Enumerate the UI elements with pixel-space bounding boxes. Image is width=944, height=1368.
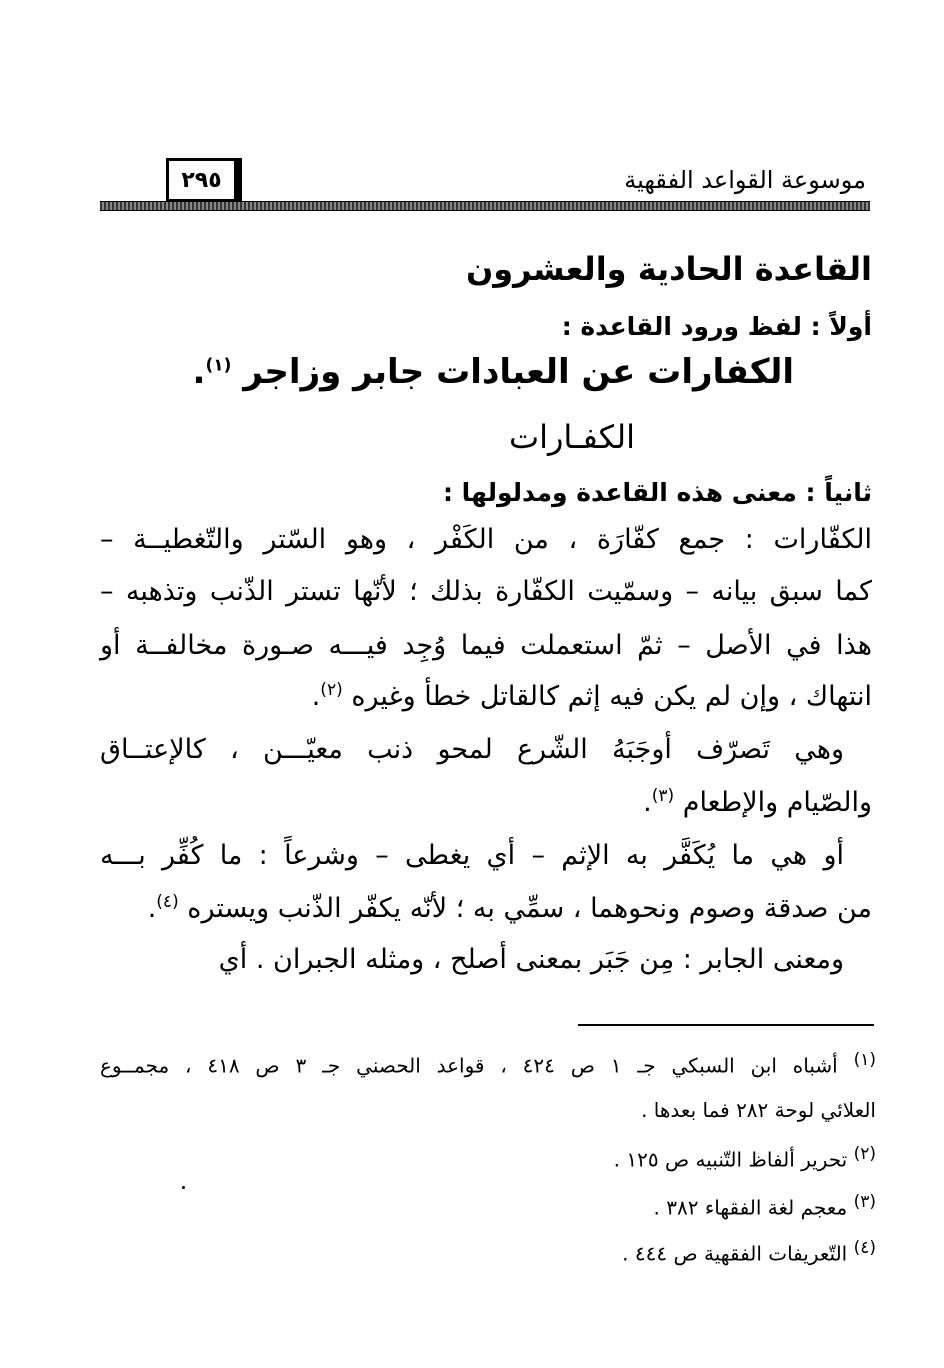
footnote-separator (578, 1024, 874, 1026)
header-rule (100, 201, 870, 211)
body-line-6-text: والصّيام والإطعام (682, 787, 872, 818)
rule-statement (193, 352, 794, 392)
scan-speck (182, 1186, 185, 1189)
body-line-5-text: وهي تَصرّف أوجَبَهُ الشّرع لمحو ذنب معيّـــن ، كالإعتــاق (100, 734, 844, 765)
body-line-9-text: ومعنى الجابر : مِن جَبَر بمعنى أصلح ، ومثله الجبران . أي (218, 944, 844, 975)
body-line-8-period: . (147, 893, 157, 924)
footnote-ref-3: (٣) (651, 786, 675, 806)
body-line-6-period: . (643, 787, 652, 818)
footnote-2-text: تحرير ألفاظ التّنبيه ص ١٢٥ . (613, 1147, 848, 1172)
section-two-title: ثانياً : معنى هذه القاعدة ومدلولها : (442, 478, 872, 507)
body-line-6 (643, 786, 872, 818)
footnote-ref-2: (٢) (320, 680, 343, 700)
body-line-8 (148, 892, 872, 924)
rule-statement-end: . (192, 352, 206, 392)
rule-statement-text: الكفارات عن العبادات جابر وزاجر (243, 352, 794, 392)
footnote-1-text: أشباه ابن السبكي جـ ١ ص ٤٢٤ ، قواعد الحصني جـ ٣ ص ٤١٨ ، مجمــوع (100, 1053, 838, 1078)
footnote-2 (614, 1144, 876, 1172)
footnote-4-text: التّعريفات الفقهية ص ٤٤٤ . (622, 1241, 848, 1266)
body-line-7-text: أو هي ما يُكَفَّر به الإثم – أي يغطى – وشرعاً : ما كُفِّر بـــه (100, 840, 844, 871)
body-line-3-text: هذا في الأصل – ثمّ استعملت فيما وُجِد فيـــه صـورة مخالفــة أو (100, 630, 872, 661)
footnote-1-text-cont: العلائي لوحة ٢٨٢ فما بعدها . (641, 1098, 876, 1122)
footnote-1-line-1 (100, 1050, 876, 1078)
body-line-3 (100, 630, 872, 661)
footnote-1-line-2 (641, 1098, 876, 1122)
body-line-9 (219, 944, 844, 975)
body-line-8-text: من صدقة وصوم ونحوهما ، سمِّي به ؛ لأنّه يكفّر الذّنب ويستره (187, 893, 872, 924)
body-line-4-period: . (311, 681, 321, 712)
keyword-kaffarat: الكفـارات (508, 418, 636, 456)
footnote-1-number: (١) (853, 1050, 876, 1070)
rule-heading: القاعدة الحادية والعشرون (465, 250, 872, 288)
footnote-3-number: (٣) (853, 1192, 876, 1212)
page-number-box (166, 158, 242, 202)
page-number: ٢٩٥ (181, 167, 222, 193)
footnote-2-number: (٢) (853, 1144, 876, 1164)
footnote-4-number: (٤) (853, 1238, 876, 1258)
body-line-2-text: كما سبق بيانه – وسمّيت الكفّارة بذلك ؛ لأنّها تستر الذّنب وتذهبه – (100, 576, 872, 607)
body-line-2 (100, 576, 872, 607)
section-one-title: أولاً : لفظ ورود القاعدة : (561, 312, 872, 341)
footnote-ref-1: (١) (205, 355, 232, 376)
footnote-ref-4: (٤) (156, 892, 179, 912)
body-line-5 (100, 734, 844, 765)
body-line-1 (100, 524, 872, 555)
body-line-4-text: انتهاك ، وإن لم يكن فيه إثم كالقاتل خطأ وغيره (351, 681, 872, 712)
footnote-3 (654, 1192, 876, 1220)
running-title: موسوعة القواعد الفقهية (624, 166, 866, 194)
body-line-7 (100, 840, 844, 871)
body-line-4 (312, 680, 872, 712)
body-line-1-text: الكفّارات : جمع كفّارَة ، من الكَفْر ، وهو السّتر والتّغطيــة – (100, 524, 872, 555)
footnote-4 (622, 1238, 876, 1266)
footnote-3-text: معجم لغة الفقهاء ٣٨٢ . (653, 1195, 848, 1220)
